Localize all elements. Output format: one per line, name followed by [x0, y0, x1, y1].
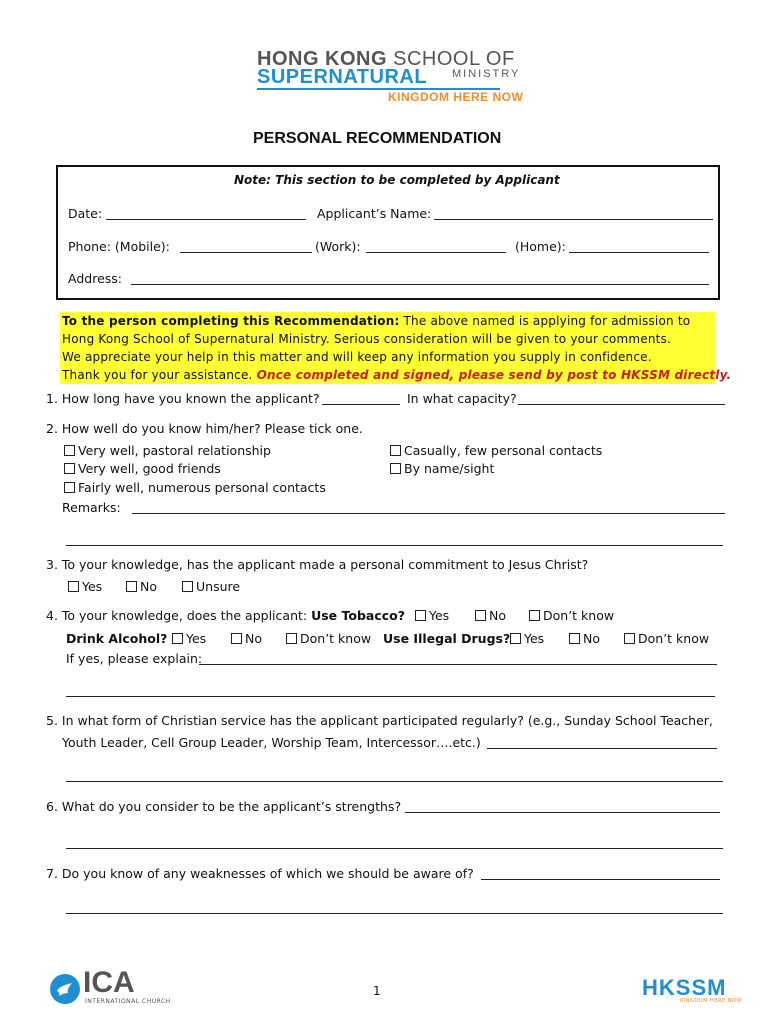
address-label: Address: — [68, 271, 122, 286]
date-label: Date: — [68, 206, 103, 221]
q2-option-name-label: By name/sight — [404, 461, 495, 476]
dove-icon — [50, 974, 80, 1004]
q2-option-fairly-label: Fairly well, numerous personal contacts — [78, 480, 326, 495]
q7-text: 7. Do you know of any weaknesses of which we should be aware of? — [46, 866, 474, 881]
checkbox-icon[interactable] — [172, 633, 183, 644]
q3-option-unsure[interactable] — [182, 579, 240, 594]
q3-option-yes[interactable] — [68, 579, 102, 594]
phone-mobile-field[interactable] — [180, 252, 312, 253]
q4-explain-field[interactable] — [199, 664, 717, 665]
q4-drugs-dont-know-label: Don’t know — [638, 631, 710, 646]
logo-ministry: MINISTRY — [452, 68, 521, 80]
q4-alcohol-dont-know[interactable] — [286, 631, 371, 646]
phone-work-label: (Work): — [315, 239, 361, 254]
checkbox-icon[interactable] — [529, 610, 540, 621]
hkssm-logo-sub: KINGDOM HERE NOW — [680, 998, 742, 1004]
q4-alcohol-yes-label: Yes — [186, 631, 207, 646]
address-field[interactable] — [131, 284, 709, 285]
q2-option-casually[interactable] — [390, 443, 602, 458]
phone-mobile-label: Phone: (Mobile): — [68, 239, 170, 254]
logo-line1-rest: SCHOOL OF — [393, 48, 515, 70]
q1-capacity-label: In what capacity? — [407, 391, 517, 406]
checkbox-icon[interactable] — [415, 610, 426, 621]
q4-drugs-no-label: No — [583, 631, 600, 646]
q3-text: 3. To your knowledge, has the applicant made a personal commitment to Jesus Christ? — [46, 557, 589, 572]
q4-text — [46, 608, 405, 623]
logo-line1-bold: HONG KONG — [257, 48, 388, 70]
q7-answer-field-2[interactable] — [66, 913, 723, 914]
q2-option-pastoral[interactable] — [64, 443, 271, 458]
q6-answer-field-2[interactable] — [66, 848, 723, 849]
checkbox-icon[interactable] — [68, 581, 79, 592]
q5-text-line1: 5. In what form of Christian service has the applicant participated regularly? (e.g., Sunday School Teacher, — [46, 713, 713, 728]
q7-answer-field[interactable] — [481, 879, 720, 880]
checkbox-icon[interactable] — [64, 463, 75, 474]
ica-dove-icon — [50, 974, 80, 1004]
instructions-line3: We appreciate your help in this matter and will keep any information you supply in confidence. — [62, 350, 652, 364]
q2-remarks-field[interactable] — [132, 513, 725, 514]
instructions-block — [60, 312, 732, 384]
q4-intro: 4. To your knowledge, does the applicant: — [46, 608, 312, 623]
checkbox-icon[interactable] — [390, 445, 401, 456]
checkbox-icon[interactable] — [510, 633, 521, 644]
instructions-line1 — [62, 312, 713, 330]
q6-answer-field[interactable] — [405, 812, 720, 813]
instructions-lead: To the person completing this Recommendation: — [62, 314, 400, 328]
applicant-name-field[interactable] — [434, 219, 713, 220]
q4-tobacco-no-label: No — [489, 608, 506, 623]
q2-option-casually-label: Casually, few personal contacts — [404, 443, 603, 458]
checkbox-icon[interactable] — [286, 633, 297, 644]
q4-tobacco-dont-know-label: Don’t know — [543, 608, 615, 623]
page-number: 1 — [373, 984, 381, 998]
q4-alcohol-no[interactable] — [231, 631, 262, 646]
instructions-line1-rest: The above named is applying for admission to — [399, 314, 691, 328]
instructions-line2: Hong Kong School of Supernatural Ministry. Serious consideration will be given to your comments. — [62, 332, 672, 346]
logo-tagline: KINGDOM HERE NOW — [388, 90, 524, 104]
q2-remarks-label: Remarks: — [62, 500, 121, 515]
q4-tobacco-label: Use Tobacco? — [311, 608, 405, 623]
checkbox-icon[interactable] — [64, 482, 75, 493]
q2-option-fairly[interactable] — [64, 480, 326, 495]
q4-alcohol-label: Drink Alcohol? — [66, 631, 168, 646]
q4-tobacco-no[interactable] — [475, 608, 506, 623]
q4-explain-field-2[interactable] — [66, 696, 715, 697]
q2-remarks-field-2[interactable] — [66, 545, 723, 546]
q1-text: 1. How long have you known the applicant? — [46, 391, 320, 406]
q4-tobacco-yes-label: Yes — [429, 608, 450, 623]
q5-answer-field-2[interactable] — [66, 781, 723, 782]
q5-text-line2: Youth Leader, Cell Group Leader, Worship Team, Intercessor….etc.) — [62, 735, 481, 750]
applicant-name-label: Applicant’s Name: — [317, 206, 432, 221]
checkbox-icon[interactable] — [182, 581, 193, 592]
phone-home-field[interactable] — [569, 252, 709, 253]
q4-alcohol-dont-know-label: Don’t know — [300, 631, 372, 646]
checkbox-icon[interactable] — [64, 445, 75, 456]
q5-answer-field[interactable] — [487, 748, 717, 749]
checkbox-icon[interactable] — [475, 610, 486, 621]
instructions-thanks: Thank you for your assistance. — [62, 368, 257, 382]
q4-alcohol-yes[interactable] — [172, 631, 206, 646]
q4-tobacco-yes[interactable] — [415, 608, 449, 623]
q4-drugs-yes[interactable] — [510, 631, 544, 646]
q3-option-no[interactable] — [126, 579, 157, 594]
applicant-note: Note: This section to be completed by Applicant — [234, 173, 560, 187]
q4-drugs-label: Use Illegal Drugs? — [383, 631, 511, 646]
q4-tobacco-dont-know[interactable] — [529, 608, 614, 623]
q6-text: 6. What do you consider to be the applicant’s strengths? — [46, 799, 402, 814]
phone-home-label: (Home): — [515, 239, 566, 254]
hkssm-logo-text: HKSSM — [642, 975, 727, 1000]
instructions-line4 — [62, 366, 732, 384]
checkbox-icon[interactable] — [126, 581, 137, 592]
q2-option-name[interactable] — [390, 461, 494, 476]
q4-explain-label: If yes, please explain: — [66, 651, 203, 666]
date-field[interactable] — [106, 219, 306, 220]
ica-logo-sub: INTERNATIONAL CHURCH — [85, 998, 171, 1005]
q2-option-friends-label: Very well, good friends — [78, 461, 221, 476]
q1-capacity-field[interactable] — [518, 404, 725, 405]
checkbox-icon[interactable] — [231, 633, 242, 644]
phone-work-field[interactable] — [366, 252, 506, 253]
q3-no-label: No — [140, 579, 157, 594]
q4-drugs-dont-know[interactable] — [624, 631, 709, 646]
checkbox-icon[interactable] — [569, 633, 580, 644]
ica-logo-text: ICA — [83, 966, 135, 999]
q3-unsure-label: Unsure — [196, 579, 241, 594]
q4-alcohol-no-label: No — [245, 631, 262, 646]
instructions-send-notice: Once completed and signed, please send by post to HKSSM directly. — [256, 368, 732, 382]
q2-text: 2. How well do you know him/her? Please tick one. — [46, 421, 363, 436]
logo-line2: SUPERNATURAL — [257, 66, 428, 88]
q4-drugs-no[interactable] — [569, 631, 600, 646]
q1-duration-field[interactable] — [322, 404, 400, 405]
page-title: PERSONAL RECOMMENDATION — [253, 130, 502, 147]
q2-option-friends[interactable] — [64, 461, 221, 476]
q2-option-pastoral-label: Very well, pastoral relationship — [78, 443, 271, 458]
checkbox-icon[interactable] — [624, 633, 635, 644]
checkbox-icon[interactable] — [390, 463, 401, 474]
q3-yes-label: Yes — [82, 579, 103, 594]
q4-drugs-yes-label: Yes — [524, 631, 545, 646]
